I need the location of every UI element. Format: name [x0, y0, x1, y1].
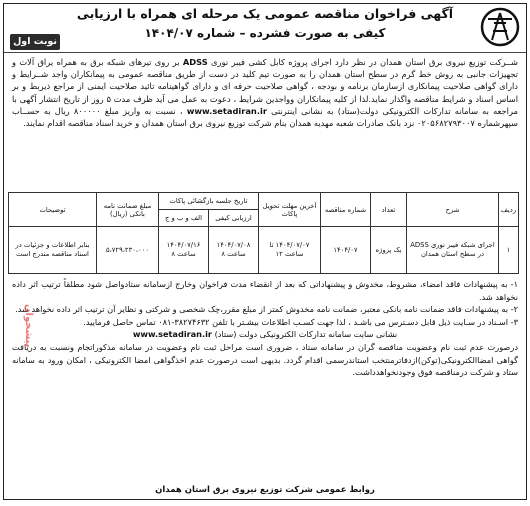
- edition-badge: نوبت اول: [10, 34, 60, 50]
- th-deadline: آخرین مهلت تحویل پاکات: [259, 193, 321, 227]
- note-2: ۲- به پیشنهادات فاقد ضمانت نامه بانکی معتبر، ضمانت نامه مخدوش کمتر از مبلغ مقرر،چک شخصی و شرکتی و نظایر آن ترتیب اثر داده نخواهد شد.: [15, 304, 518, 315]
- intro-text-c: ، نسبت به واریز مبلغ ۸۰۰۰۰۰ ریال به حســاب سپهرشماره ۰۲۰۵۶۸۲۷۹۳۰۰۷ نزد بانک صادرات شعبه مهدیه همدان بنام شرکت توزیع نیروی برق استان همدان و خرید اسناد مناقصه اقدام نمایند.: [12, 105, 518, 129]
- notes-section: [4, 274, 526, 379]
- cell-bond: ۵،۷۲۹،۲۳۰،۰۰۰: [96, 227, 158, 274]
- note-3: ۳- اسـناد در سـایت ذیل قابل دسـترس می باشـد ، لذا جهت کسـب اطلاعات بیشـتر با تلفن ۳۸۲۷۴۶۳۲-۰۸۱ تماس حاصل فرمایید.: [83, 316, 518, 327]
- notice-title: آگهی فراخوان مناقصه عمومی یک مرحله ای همراه با ارزیابی: [76, 6, 454, 21]
- tender-table: [8, 192, 519, 274]
- intro-text-a: شــرکت توزیع نیروی برق استان همدان در نظر دارد اجرای پروژه کابل کشی فیبر نوری: [207, 57, 518, 67]
- watermark-stamp: پیشخوان: [23, 304, 34, 348]
- cell-count: یک پروژه: [371, 227, 407, 274]
- setad-url-link[interactable]: www.setadiran.ir: [132, 329, 212, 340]
- intro-text-b: بر روی تیرهای شبکه برق به همراه یراق آلات و تجهیزات جانبی به روش خط گرم در سطح استان همدان را به صورت تیم کلید در دست از طریق مناقصه عمومی به پیمانکاران واجد شــرایط و دارای گواهی صلاحیت پیمانکاری ازسازمان برنامه و بودجه ، گواهی صلاحیت حرفه ای و دارای گواهینامه تائید صلاحیت ایمنی از مراجع ذیربط و بر اساس اسناد و شرایط مناقصه واگذار نماید.لذا از کلیه پیمانکاران وواجدین شرایط ، دعوت به عمل می آید ظرف مدت ۵ روز از تاریخ انتشار آگهی با مراجعه به سامانه تدارکات الکترونیکی دولت(ستاد) به نشانی اینترنتی: [12, 57, 519, 116]
- note-4: [12, 328, 518, 341]
- power-tower-logo-icon: [480, 7, 520, 47]
- cell-opening-ab: ۱۴۰۴/۰۷/۱۶ ساعت ۸: [158, 227, 208, 274]
- intro-url-link[interactable]: www.setadiran.ir: [186, 105, 267, 116]
- th-opening-ab: الف و ب و ج: [158, 210, 208, 227]
- note-1: ۱- به پیشنهادات فاقد امضاء، مشروط، مخدوش و پیشنهاداتی که بعد از انقضاء مدت فراخوان وخارج ازسامانه ستادواصل شود مطلقاً ترتیب اثر داده نخواهد شد.: [12, 279, 518, 302]
- cell-description: اجرای شبکه فیبر نوری ADSS در سطح استان همدان: [407, 227, 499, 274]
- th-opening-date: تاریخ جلسه بازگشائی پاکات: [158, 193, 258, 210]
- th-bond: مبلغ ضمانت نامه بانکی (ریال): [96, 193, 158, 227]
- th-tender-no: شماره مناقصه: [321, 193, 371, 227]
- th-description: شرح: [407, 193, 499, 227]
- th-row: ردیف: [499, 193, 519, 227]
- th-opening-quality: ارزیابی کیفی: [209, 210, 259, 227]
- intro-adss: ADSS: [182, 57, 208, 67]
- note-4-text: نشانی سایت سامانه تدارکات الکترونیکی دولت (ستاد): [211, 329, 398, 340]
- th-notes: توضیحات: [8, 193, 96, 227]
- cell-tender-no: ۱۴۰۴/۰۷: [321, 227, 371, 274]
- cell-row: ۱: [499, 227, 519, 274]
- tender-notice: [3, 3, 527, 500]
- cell-opening-quality: ۱۴۰۴/۰۷/۰۸ ساعت ۸: [209, 227, 259, 274]
- footer-signature: روابط عمومی شرکت توزیع نیروی برق استان همدان: [155, 485, 375, 495]
- cell-deadline: ۱۴۰۴/۰۷/۰۷ تا ساعت ۱۲: [259, 227, 321, 274]
- note-5: درصورت عدم ثبت نام وعضویت مناقصه گران در سامانه ستاد ، ضروری است مراحل ثبت نام وعضویت در سامانه مذکوراتجام ونسبت به دریافت گواهی امضاالکترونیکی(توکن)ازدفاترمنتخب استاندرسمی اقدام گردد. بدیهی است درصورت عدم اخذگواهی امضا الکترونیکی ، امکان ورود به سامانه ستاد و شرکت درمناقصه فوق وجودنخواهدداشت.: [12, 341, 518, 378]
- notice-header: [4, 4, 526, 53]
- th-count: تعداد: [371, 193, 407, 227]
- table-row: [8, 227, 518, 274]
- intro-paragraph: [4, 53, 526, 190]
- notice-subtitle: کیفی به صورت فشرده – شماره ۱۴۰۴/۰۷: [144, 26, 386, 40]
- cell-notes: بنابر اطلاعات و جزئیات در اسناد مناقصه مندرج است: [8, 227, 96, 274]
